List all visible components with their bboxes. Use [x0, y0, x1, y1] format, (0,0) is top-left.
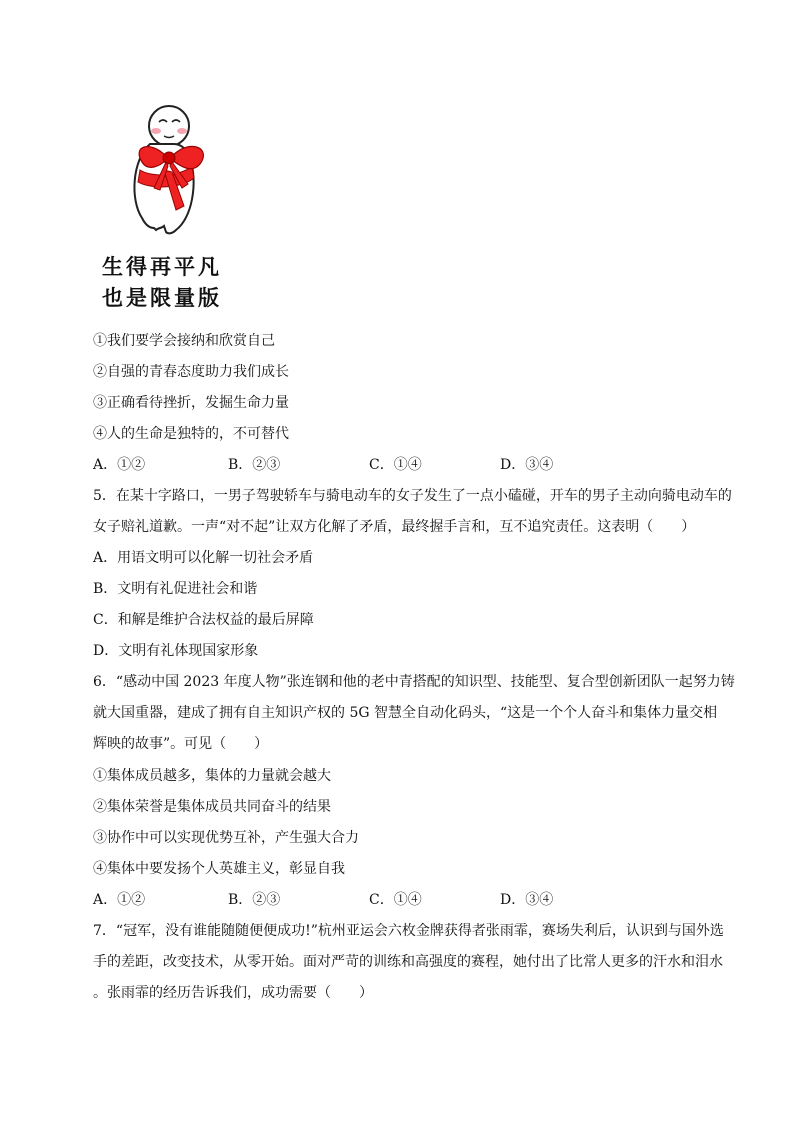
q5-stem-line-2: 女子赔礼道歉。一声“对不起”让双方化解了矛盾，最终握手言和，互不追究责任。这表明（ ）: [93, 519, 696, 535]
q6-option-a[interactable]: A．①②: [93, 892, 146, 908]
q7-stem-line-2: 手的差距，改变技术，从零开始。面对严苛的训练和高强度的赛程，她付出了比常人更多的汗水和泪水: [93, 954, 723, 970]
q4-option-d[interactable]: D．③④: [500, 457, 554, 473]
q5-option-d[interactable]: D．文明有礼体现国家形象: [93, 643, 259, 659]
q6-stem-line-1: 6．“感动中国 2023 年度人物”张连钢和他的老中青搭配的知识型、技能型、复合型创新团队一起努力铸: [93, 674, 735, 690]
q6-option-c[interactable]: C．①④: [369, 892, 422, 908]
q4-option-a[interactable]: A．①②: [93, 457, 146, 473]
q7-stem-line-1: 7．“冠军，没有谁能随随便便成功!”杭州亚运会六枚金牌获得者张雨霏，赛场失利后，认识到与国外选: [93, 923, 724, 939]
q6-statement-3: ③协作中可以实现优势互补，产生强大合力: [93, 830, 359, 846]
q5-option-a[interactable]: A．用语文明可以化解一切社会矛盾: [93, 550, 314, 566]
q4-statement-2: ②自强的青春态度助力我们成长: [93, 364, 289, 380]
q6-statement-4: ④集体中要发扬个人英雄主义，彰显自我: [93, 861, 345, 877]
q5-option-c[interactable]: C．和解是维护合法权益的最后屏障: [93, 612, 314, 628]
q4-statement-4: ④人的生命是独特的，不可替代: [93, 426, 289, 442]
q4-statement-3: ③正确看待挫折，发掘生命力量: [93, 395, 289, 411]
illustration-caption: [102, 252, 262, 314]
q4-statement-1: ①我们要学会接纳和欣赏自己: [93, 333, 275, 349]
figure-head: [149, 106, 189, 146]
q6-option-b[interactable]: B．②③: [228, 892, 281, 908]
q6-stem-line-2: 就大国重器，建成了拥有自主知识产权的 5G 智慧全自动化码头，“这是一个个人奋斗和集体力量交相: [93, 705, 718, 721]
q5-option-b[interactable]: B．文明有礼促进社会和谐: [93, 581, 258, 597]
caption-line-1: 生得再平凡: [102, 255, 222, 279]
q6-stem-line-3: 辉映的故事”。可见（ ）: [93, 736, 269, 752]
q4-option-b[interactable]: B．②③: [228, 457, 281, 473]
q6-statement-2: ②集体荣誉是集体成员共同奋斗的结果: [93, 799, 331, 815]
q5-stem-line-1: 5．在某十字路口，一男子驾驶轿车与骑电动车的女子发生了一点小磕碰，开车的男子主动向骑电动车的: [93, 488, 732, 504]
q7-stem-line-3: 。张雨霏的经历告诉我们，成功需要（ ）: [93, 985, 373, 1001]
q6-statement-1: ①集体成员越多，集体的力量就会越大: [93, 768, 331, 784]
q4-option-c[interactable]: C．①④: [369, 457, 422, 473]
q6-option-d[interactable]: D．③④: [500, 892, 554, 908]
caption-line-2: 也是限量版: [102, 286, 222, 310]
